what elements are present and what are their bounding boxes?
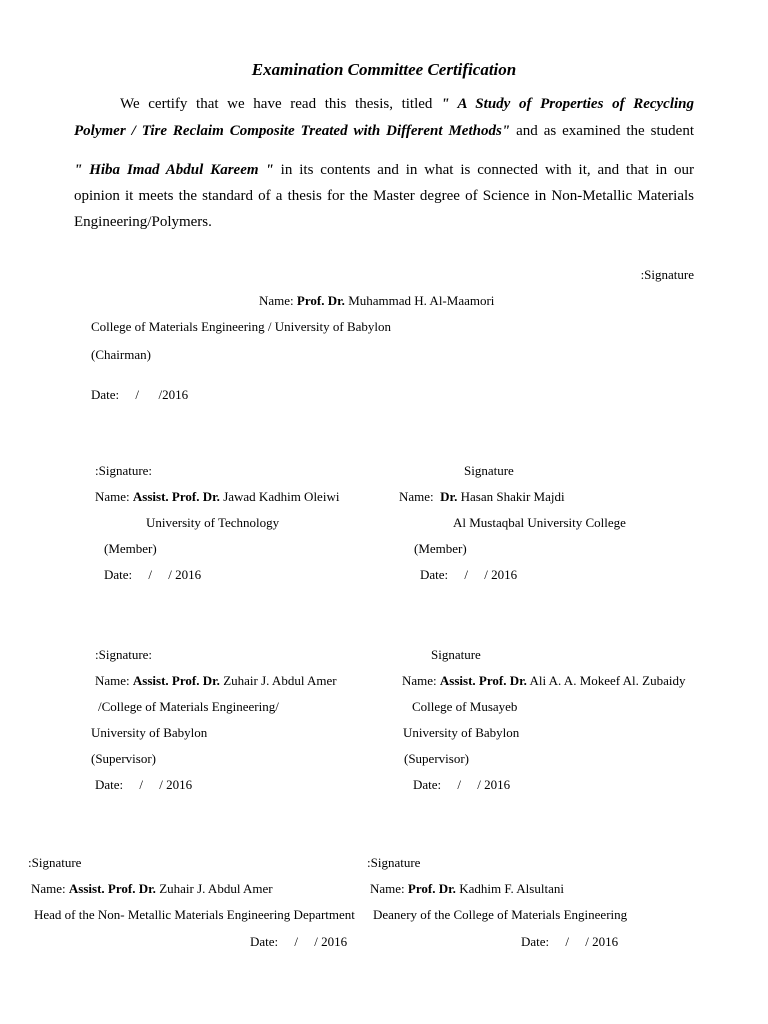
head-name: Name: Assist. Prof. Dr. Zuhair J. Abdul Amer: [31, 881, 273, 896]
intro-line-1: [74, 96, 694, 113]
supervisor1-date: Date: / / 2016: [95, 777, 193, 792]
thesis-title-part: Polymer / Tire Reclaim Composite Treated with Different Methods": [74, 123, 511, 139]
intro-line-2: [74, 123, 694, 140]
supervisor2-name: Name: Assist. Prof. Dr. Ali A. A. Mokeef Al. Zubaidy: [402, 673, 686, 688]
member2-affiliation: Al Mustaqbal University College: [453, 515, 626, 530]
supervisor1-role: (Supervisor): [91, 751, 156, 766]
supervisor2-affiliation-2: University of Babylon: [403, 725, 520, 740]
intro-text: and as examined the student: [516, 123, 694, 139]
chairman-affiliation: College of Materials Engineering / University of Babylon: [91, 319, 392, 334]
chairman-name: Name: Prof. Dr. Muhammad H. Al-Maamori: [259, 293, 495, 308]
dean-affiliation: Deanery of the College of Materials Engineering: [373, 907, 628, 922]
thesis-title-part: " A Study of Properties of Recycling: [441, 96, 695, 112]
dean-date: Date: / / 2016: [521, 934, 619, 949]
member1-affiliation: University of Technology: [146, 515, 280, 530]
supervisor2-role: (Supervisor): [404, 751, 469, 766]
supervisor1-affiliation-2: University of Babylon: [91, 725, 208, 740]
head-affiliation: Head of the Non- Metallic Materials Engineering Department: [34, 907, 355, 922]
head-date: Date: / / 2016: [250, 934, 348, 949]
student-name: " Hiba Imad Abdul Kareem ": [74, 162, 274, 178]
head-signature-label: :Signature: [28, 855, 82, 870]
member1-name: Name: Assist. Prof. Dr. Jawad Kadhim Oleiwi: [95, 489, 340, 504]
supervisor1-name: Name: Assist. Prof. Dr. Zuhair J. Abdul Amer: [95, 673, 337, 688]
member2-signature-label: Signature: [464, 463, 514, 478]
supervisor2-signature-label: Signature: [431, 647, 481, 662]
intro-line-5: Engineering/Polymers.: [74, 214, 212, 230]
chairman-signature-label: :Signature: [640, 267, 694, 282]
member1-signature-label: :Signature:: [95, 463, 153, 478]
chairman-role: (Chairman): [91, 347, 151, 362]
member1-role: (Member): [104, 541, 157, 556]
intro-line-3: [74, 162, 694, 179]
supervisor1-signature-label: :Signature:: [95, 647, 153, 662]
chairman-date: Date: / /2016: [91, 387, 189, 402]
supervisor2-date: Date: / / 2016: [413, 777, 511, 792]
document-title: Examination Committee Certification: [251, 60, 517, 79]
intro-text: in its contents and in what is connected with it, and that in our: [280, 162, 695, 178]
member2-name: Name: Dr. Hasan Shakir Majdi: [399, 489, 565, 504]
intro-text: We certify that we have read this thesis, titled: [120, 96, 433, 112]
supervisor1-affiliation-1: /College of Materials Engineering/: [98, 699, 279, 714]
member2-date: Date: / / 2016: [420, 567, 518, 582]
member2-role: (Member): [414, 541, 467, 556]
intro-line-4: opinion it meets the standard of a thesis for the Master degree of Science in Non-Metallic Materials: [74, 188, 694, 204]
member1-date: Date: / / 2016: [104, 567, 202, 582]
dean-name: Name: Prof. Dr. Kadhim F. Alsultani: [370, 881, 564, 896]
dean-signature-label: :Signature: [367, 855, 421, 870]
supervisor2-affiliation-1: College of Musayeb: [412, 699, 518, 714]
